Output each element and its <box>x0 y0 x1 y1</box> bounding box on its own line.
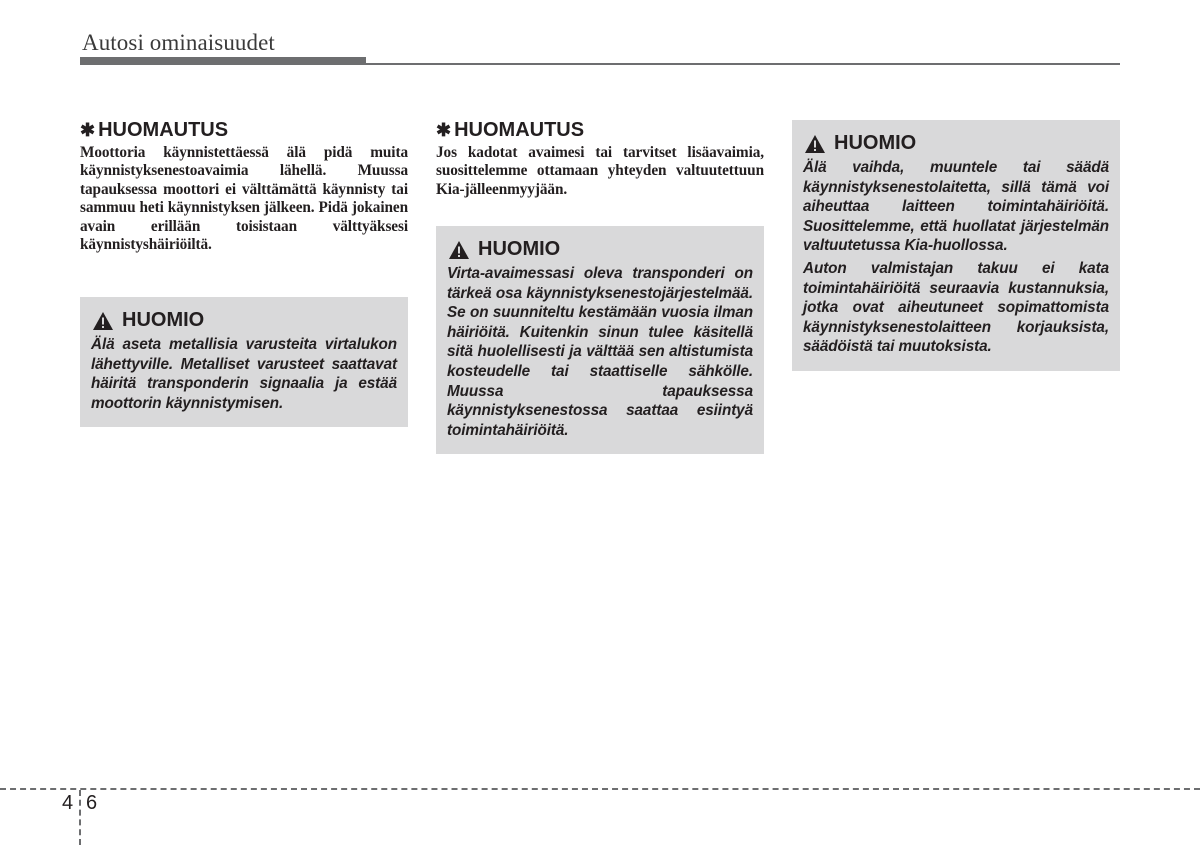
footer-dashed-rule <box>0 788 1200 790</box>
page-header-title: Autosi ominaisuudet <box>82 30 275 55</box>
caution-body <box>803 158 1109 357</box>
note-heading <box>436 119 764 141</box>
caution-title: HUOMIO <box>478 238 561 260</box>
asterisk-icon: ✱ <box>80 120 96 140</box>
column-1 <box>80 119 408 254</box>
caution-body <box>447 264 753 440</box>
caution-paragraph-2: Auton valmistajan takuu ei kata toimintahäiriöitä seuraavia kustannuksia, jotka ovat aiheutuneet sopimattomista käynnistyksenestolaitteen korjauksista, säädöistä tai muutoksista. <box>803 259 1109 356</box>
note-heading <box>80 119 408 141</box>
chapter-number: 4 <box>62 792 74 814</box>
caution-box-2 <box>436 226 764 454</box>
caution-paragraph-1: Älä vaihda, muuntele tai säädä käynnistyksenestolaitetta, sillä tämä voi aiheuttaa laitteen toimintahäiriöitä. Suosittelemme, että huollatat järjestelmän valtuutetussa Kia-huollossa. <box>803 159 1109 255</box>
footer-dashed-divider <box>79 790 81 845</box>
header-rule-thin <box>366 63 1120 65</box>
warning-icon <box>804 134 826 154</box>
note-body: Jos kadotat avaimesi tai tarvitset lisäavaimia, suosittelemme ottamaan yhteyden valtuutettuun Kia-jälleenmyyjään. <box>436 144 764 198</box>
caution-header <box>91 309 397 332</box>
caution-text: Virta-avaimessasi oleva transponderi on tärkeä osa käynnistyksenestojärjestelmää. Se on suunniteltu kestämään vuosia ilman häiriöitä. Kuitenkin sinun tulee käsitellä sitä huolellisesti ja välttää sen altistumista kosteudelle tai staattiselle sähkölle. Muussa tapauksessa käynnistyksenestossa saattaa esiintyä toimintahäiriöitä. <box>447 265 753 439</box>
caution-title: HUOMIO <box>122 309 205 331</box>
note-body: Moottoria käynnistettäessä älä pidä muita käynnistyksenestoavaimia lähellä. Muussa tapauksessa moottori ei välttämättä käynnisty tai sammuu heti käynnistyksen jälkeen. Pidä jokainen avain erillään toisistaan välttyäksesi käynnistyshäiriöiltä. <box>80 144 408 254</box>
caution-body <box>91 335 397 413</box>
caution-box-1 <box>80 297 408 427</box>
page-number: 6 <box>86 792 98 814</box>
warning-icon <box>448 240 470 260</box>
caution-title: HUOMIO <box>834 132 917 154</box>
warning-icon <box>92 311 114 331</box>
caution-header <box>447 238 753 261</box>
caution-header <box>803 132 1109 155</box>
note-heading-text: HUOMAUTUS <box>98 119 229 141</box>
note-heading-text: HUOMAUTUS <box>454 119 585 141</box>
caution-text: Älä aseta metallisia varusteita virtalukon lähettyville. Metalliset varusteet saattavat häiritä transponderin signaalia ja estää moottorin käynnistymisen. <box>91 336 397 412</box>
header-rule-thick <box>80 57 366 65</box>
column-2 <box>436 119 764 199</box>
caution-box-3 <box>792 120 1120 371</box>
asterisk-icon: ✱ <box>436 120 452 140</box>
